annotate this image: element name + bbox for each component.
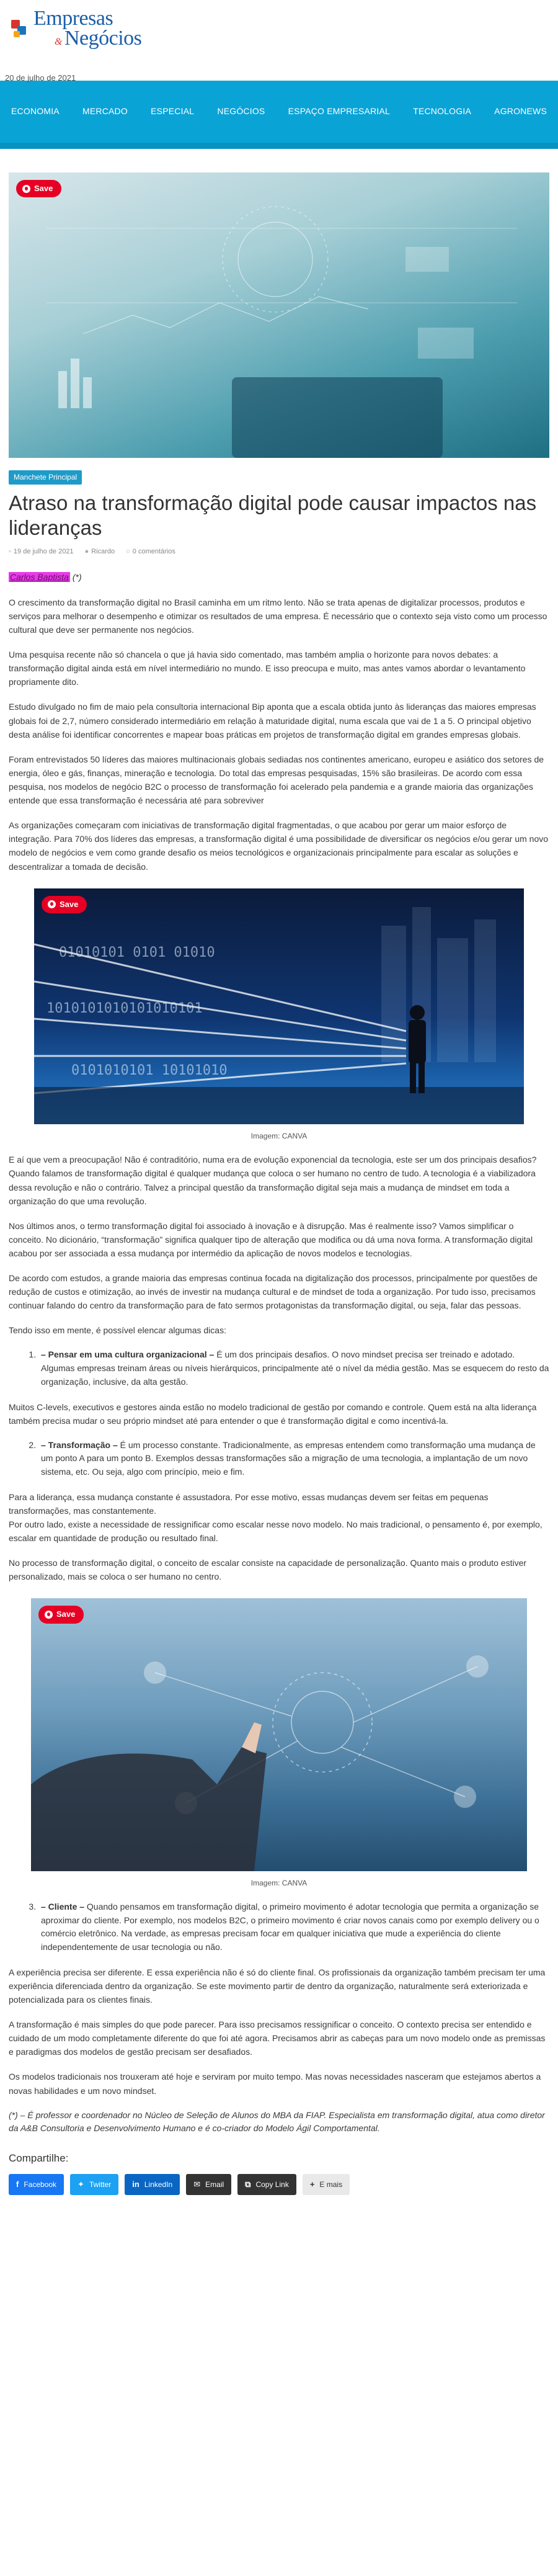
share-linkedin-label: LinkedIn — [144, 2180, 173, 2189]
save-label: Save — [60, 899, 79, 909]
list-item — [38, 1348, 549, 1389]
save-label: Save — [56, 1609, 76, 1619]
article-date: 19 de julho de 2021 — [13, 548, 74, 556]
paragraph: Nos últimos anos, o termo transformação digital foi associado à inovação e à disrupção. Mas é realmente isso? Vamos simplificar o conceito. No dicionário, “transformação” significa qualquer tipo de alteração que modifica ou dá uma nova forma. A transformação digital acabou por ser associada a essa mudança por intermédio da aplicação de novos modelos e tecnologias. — [9, 1220, 533, 1258]
facebook-icon: f — [16, 2180, 19, 2189]
pinterest-icon — [48, 900, 56, 908]
paragraph: Tendo isso em mente, é possível elencar algumas dicas: — [9, 1325, 226, 1336]
tip-text: É um processo constante. Tradicionalmente, as empresas entendem como transformação uma mudança de um ponto A para um ponto B. Exemplos dessas transformações são a migração de uma tecnologia, a implantação de um novo sistema, etc. Ou seja, algo com princípio, meio e fim. — [41, 1439, 536, 1477]
article-author[interactable]: Ricardo — [91, 548, 115, 556]
nav-item-tecnologia[interactable]: TECNOLOGIA — [413, 106, 471, 117]
share-more-button[interactable] — [303, 2174, 350, 2195]
copy-link-label: Copy Link — [255, 2180, 289, 2189]
paragraph: A transformação é mais simples do que pode parecer. Para isso precisamos ressignificar o conceito. O contexto precisa ser entendido e cuidado de um modo completamente diferente do que foi até agora. Precisamos abrir as cabeças para um novo modelo onde as premissas e paradigmas dos modelos de gestão precisam ser desafiados. — [9, 2019, 546, 2057]
pinterest-save-button[interactable] — [16, 180, 61, 197]
paragraph: No processo de transformação digital, o conceito de escalar consiste na capacidade de personalização. Quanto mais o produto estiver personalizado, mais se coloca o ser humano no centro. — [9, 1558, 527, 1582]
nav-item-mercado[interactable]: MERCADO — [82, 106, 128, 117]
list-item — [38, 1439, 549, 1479]
image-1-illustration — [34, 888, 524, 1124]
share-more-label: E mais — [319, 2180, 343, 2189]
pinterest-save-button[interactable] — [42, 896, 87, 913]
pinterest-save-button[interactable] — [38, 1606, 84, 1623]
image-2-illustration — [31, 1598, 527, 1871]
pinterest-icon — [45, 1611, 53, 1619]
calendar-icon: ▫ — [9, 548, 11, 556]
main-nav — [0, 81, 558, 149]
tip-heading: – Transformação – — [41, 1439, 118, 1450]
article — [0, 172, 558, 2195]
paragraph — [9, 1490, 549, 1545]
share-linkedin-button[interactable] — [125, 2174, 180, 2195]
nav-item-agronews[interactable]: AGRONEWS — [494, 106, 547, 117]
pinterest-icon — [22, 185, 30, 193]
hero-image — [9, 172, 549, 458]
author-name[interactable]: Carlos Baptista — [10, 572, 69, 583]
author-line — [9, 571, 549, 584]
list-item — [38, 1900, 549, 1954]
svg-text:01010101 0101 01010: 01010101 0101 01010 — [59, 944, 215, 960]
tip-heading: – Cliente – — [41, 1902, 85, 1912]
paragraph: De acordo com estudos, a grande maioria das empresas continua focada na digitalização dos processos, principalmente por questões de redução de custos e otimização, ao invés de investir na mudança cultural e de mindset de toda a organização. Por tudo isso, precisamos continuar falando do centro da transformação para de fato sermos protagonistas da transformação digital, ou seja, falar das pessoas. — [9, 1273, 538, 1311]
logo-mark-icon — [11, 17, 30, 40]
share-email-button[interactable] — [186, 2174, 231, 2195]
user-icon: ● — [84, 548, 89, 556]
nav-item-especial[interactable]: ESPECIAL — [151, 106, 195, 117]
header-date: 20 de julho de 2021 — [5, 73, 76, 83]
paragraph: Uma pesquisa recente não só chancela o que já havia sido comentado, mas também amplia o horizonte para novos debates: a transformação digital ainda está em nível intermediário no mundo. E isso preocupa e muito, mas antes vamos abordar o levantamento propriamente dito. — [9, 650, 526, 687]
logo-text-line2: Negócios — [64, 27, 142, 50]
paragraph: Estudo divulgado no fim de maio pela consultoria internacional Bip aponta que a escala obtida junto às lideranças das maiores empresas globais foi de 2,7, número considerado intermediário em relação à maturidade digital, numa escala que vai de 1 a 5. O principal objetivo desta análise foi identificar concorrentes e mapear boas práticas em projetos de transformação digital em grandes empresas globais. — [9, 702, 536, 740]
article-image-1 — [34, 888, 524, 1124]
tip-heading: – Pensar em uma cultura organizacional – — [41, 1349, 215, 1360]
nav-item-espaco-empresarial[interactable]: ESPAÇO EMPRESARIAL — [288, 106, 391, 117]
image-caption: Imagem: CANVA — [250, 1131, 308, 1140]
copy-link-button[interactable] — [237, 2174, 296, 2195]
article-image-2 — [31, 1598, 527, 1871]
tips-list-1 — [9, 1348, 549, 1389]
tips-list-2 — [9, 1439, 549, 1479]
paragraph: E aí que vem a preocupação! Não é contraditório, numa era de evolução exponencial da tecnologia, este ser um dos principais desafios? Quando falamos de transformação digital é qualquer mudança que coloca o ser humano no centro de tudo. A tecnologia é a viabilizadora dessa revolução e não o contrário. Talvez a principal questão da transformação digital seja mais a mudança de mindset em toda a organização do que uma revolução. — [9, 1155, 537, 1206]
share-facebook-button[interactable] — [9, 2174, 64, 2195]
paragraph: As organizações começaram com iniciativas de transformação digital fragmentadas, o que acabou por gerar um maior esforço de integração. Para 70% dos líderes das empresas, a transformação digital é uma possibilidade de diversificar os negócios e/ou gerar um novo modelo de negócios e vem como grande desafio os meios tecnológicos e organizacionais principalmente para escalar as soluções e descentralizar a tomada de decisão. — [9, 820, 549, 872]
hero-illustration — [9, 172, 549, 458]
category-badge[interactable]: Manchete Principal — [9, 470, 82, 485]
save-label: Save — [34, 184, 53, 193]
site-header — [0, 0, 558, 149]
svg-text:1010101010101010101: 1010101010101010101 — [46, 1000, 203, 1016]
share-facebook-label: Facebook — [24, 2180, 57, 2189]
comments-count[interactable]: 0 comentários — [132, 548, 175, 556]
share-email-label: Email — [205, 2180, 224, 2189]
nav-item-negocios[interactable]: NEGÓCIOS — [217, 106, 265, 117]
site-logo[interactable] — [11, 9, 547, 49]
share-title: Compartilhe: — [9, 2152, 69, 2165]
article-title: Atraso na transformação digital pode causar impactos nas lideranças — [9, 491, 537, 539]
twitter-icon: ✦ — [78, 2180, 84, 2189]
link-icon: ⧉ — [245, 2180, 251, 2189]
author-suffix: (*) — [72, 572, 82, 583]
linkedin-icon: in — [132, 2180, 140, 2189]
paragraph-line: Por outro lado, existe a necessidade de ressignificar como escalar nesse novo modelo. No mais tradicional, o pensamento é, por exemplo, escalar em quantidade de produção ou resultado final. — [9, 1519, 542, 1544]
logo-text-line1: Empresas — [33, 7, 113, 30]
comment-icon: ○ — [126, 548, 130, 556]
image-caption: Imagem: CANVA — [250, 1879, 308, 1888]
tips-list-3 — [9, 1900, 549, 1954]
plus-icon: + — [309, 2180, 315, 2189]
share-twitter-button[interactable] — [70, 2174, 118, 2195]
nav-item-economia[interactable]: ECONOMIA — [11, 106, 60, 117]
paragraph: O crescimento da transformação digital no Brasil caminha em um ritmo lento. Não se trata apenas de digitalizar processos, produtos e serviços para melhorar o desempenho e otimizar os resultados de uma empresa. É necessário que o contexto seja visto como um processo cultural que deve ser permanente nos negócios. — [9, 597, 547, 635]
author-footnote: (*) – É professor e coordenador no Núcleo de Seleção de Alunos do MBA da FIAP. Especialista em transformação digital, atua como diretor da A&B Consultoria e Desenvolvimento Humano e é co-criador do Modelo Ágil Comportamental. — [9, 2109, 545, 2134]
tip-text: É um dos principais desafios. O novo mindset precisa ser treinado e adotado. Algumas empresas treinam áreas ou níveis hierárquicos, principalmente até o nível da média gestão. Mas se esquecem do resto da organização, inclusive, da alta gestão. — [41, 1349, 549, 1387]
email-icon: ✉ — [193, 2180, 201, 2189]
logo-ampersand: & — [55, 37, 62, 48]
paragraph: Muitos C-levels, executivos e gestores ainda estão no modelo tradicional de gestão por comando e controle. Quem está na alta liderança também precisa mudar o seu próprio mindset até para entender o que é transformação digital e como incentivá-la. — [9, 1402, 537, 1426]
tip-text: Quando pensamos em transformação digital, o primeiro movimento é adotar tecnologia que permita a organização se aproximar do cliente. Por exemplo, nos modelos B2C, o primeiro movimento é criar novos canais como por exemplo delivery ou o comércio eletrônico. Na verdade, as empresas precisam focar em qualquer iniciativa que mude a experiência do cliente independentemente de usar tecnologia ou não. — [41, 1902, 539, 1952]
article-meta — [9, 547, 549, 557]
share-twitter-label: Twitter — [89, 2180, 112, 2189]
paragraph: Foram entrevistados 50 líderes das maiores multinacionais globais sediadas nos continentes americano, europeu e asiático dos setores de energia, óleo e gás, finanças, mineração e tecnologia. Do total das empresas pesquisadas, 15% são brasileiras. De acordo com essa pesquisa, nos modelos de negócio B2C o processo de transformação foi acelerado pela pandemia e a grande maioria das organizações entende que essa transformação é necessária até para sobreviver — [9, 754, 544, 806]
paragraph: A experiência precisa ser diferente. E essa experiência não é só do cliente final. Os profissionais da organização também precisam ter uma experiência diferenciada dentro da organização. Se este movimento partir de dentro da organização, naturalmente será exteriorizada e potencializada para os clientes finais. — [9, 1967, 546, 2005]
svg-text:0101010101 10101010: 0101010101 10101010 — [71, 1062, 228, 1078]
share-section — [9, 2150, 549, 2195]
figure-1 — [9, 888, 549, 1142]
paragraph: Os modelos tradicionais nos trouxeram até hoje e serviram por muito tempo. Mas novas necessidades nasceram que estejamos abertos a novas habilidades e um novo mindset. — [9, 2072, 541, 2096]
figure-2 — [9, 1598, 549, 1889]
paragraph-line: Para a liderança, essa mudança constante é assustadora. Por esse motivo, essas mudanças devem ser feitas em pequenas transformações, mas constantemente. — [9, 1491, 489, 1516]
